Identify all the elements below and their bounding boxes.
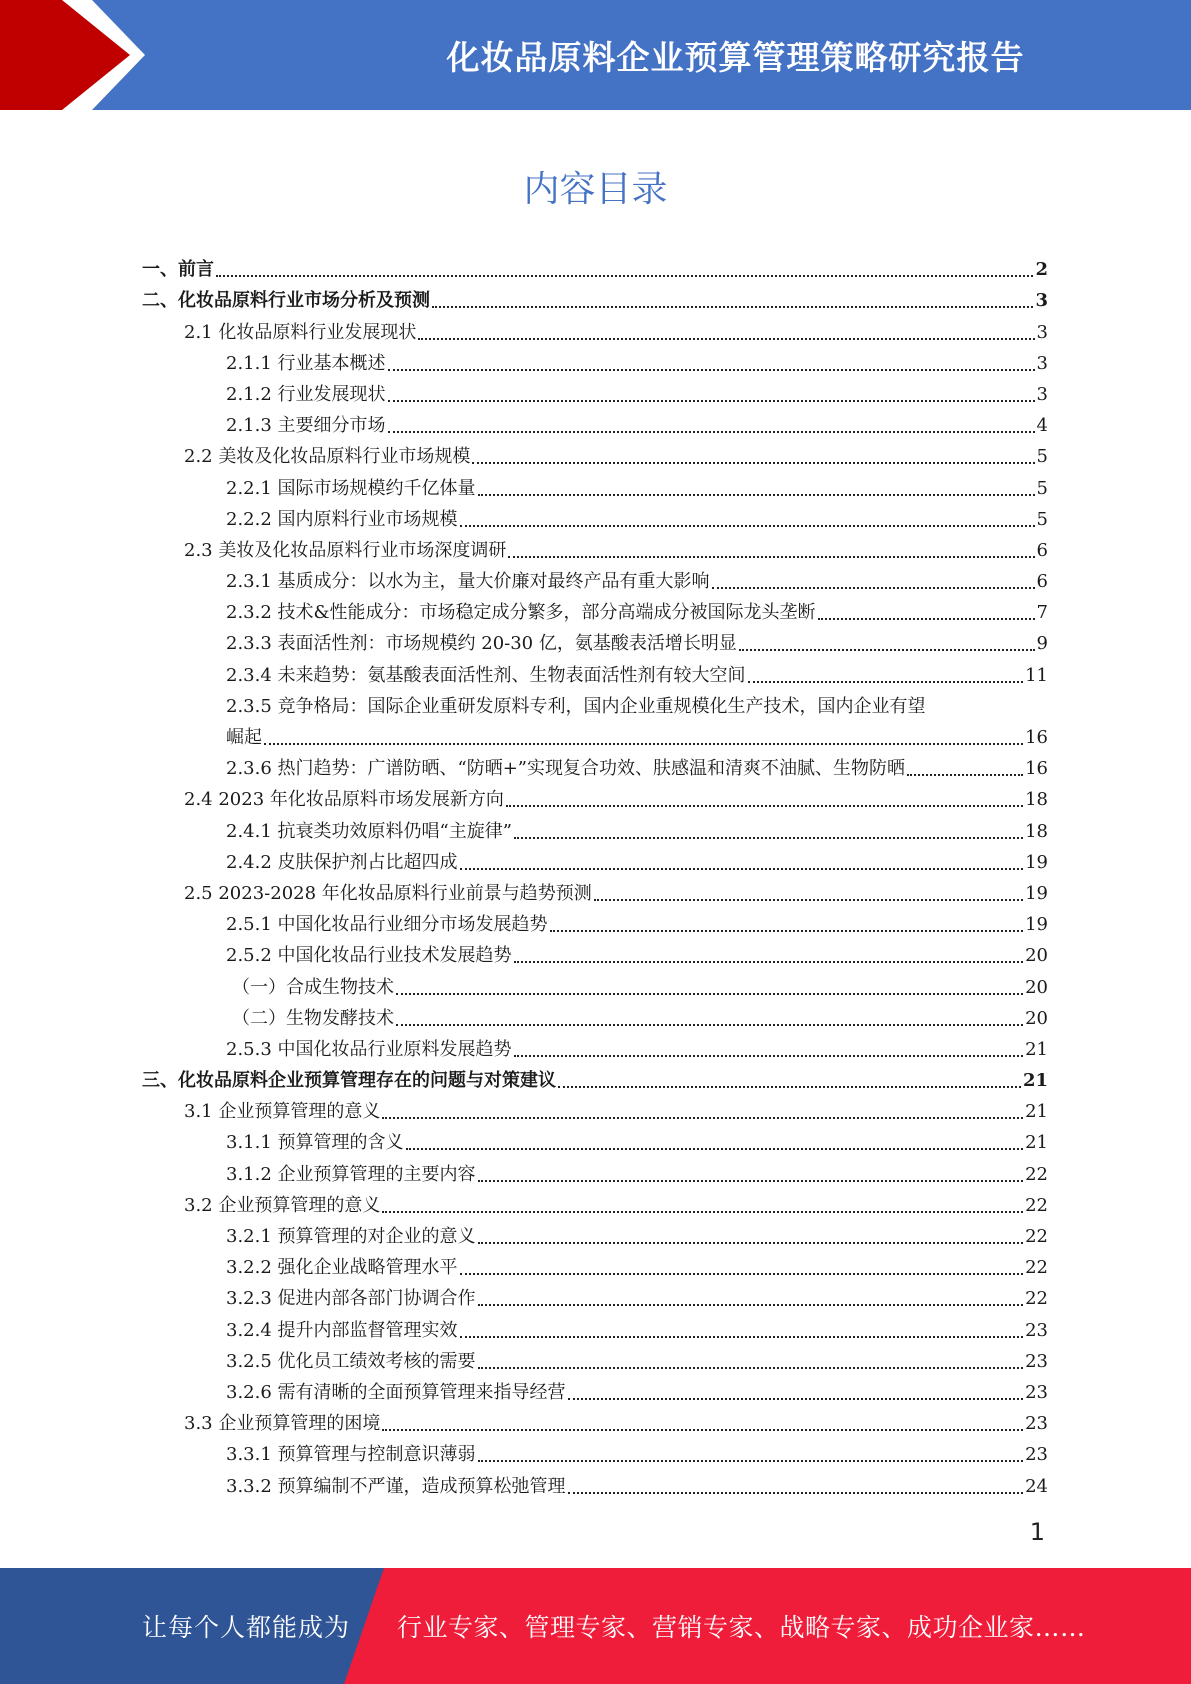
toc-entry-page: 22: [1025, 1163, 1048, 1185]
toc-entry-page: 3: [1036, 383, 1048, 405]
toc-entry-page: 22: [1025, 1194, 1048, 1216]
toc-entry-page: 21: [1025, 1038, 1048, 1060]
page-footer: [0, 1568, 1191, 1684]
toc-entry-label: 3.2.3 促进内部各部门协调合作: [226, 1288, 476, 1310]
toc-entry-page: 21: [1022, 1070, 1048, 1092]
toc-dot-leader: [264, 743, 1023, 745]
toc-entry-label: 3.2.1 预算管理的对企业的意义: [226, 1226, 476, 1247]
toc-entry[interactable]: [142, 285, 1048, 316]
toc-entry[interactable]: [142, 504, 1048, 535]
toc-entry[interactable]: [142, 1065, 1048, 1096]
toc-entry-label: 2.5 2023-2028 年化妆品原料行业前景与趋势预测: [184, 882, 592, 904]
toc-entry[interactable]: [142, 348, 1048, 379]
page-header: [0, 0, 1191, 110]
toc-entry[interactable]: [142, 566, 1048, 597]
toc-dot-leader: [818, 618, 1035, 620]
toc-entry-page: 3: [1036, 352, 1048, 374]
toc-entry-page: 23: [1025, 1381, 1048, 1403]
toc-entry[interactable]: [142, 535, 1048, 566]
toc-entry-label: 3.2.6 需有清晰的全面预算管理来指导经营: [226, 1381, 566, 1403]
toc-entry-label: 2.5.2 中国化妆品行业技术发展趋势: [226, 945, 512, 967]
toc-entry[interactable]: [142, 379, 1048, 410]
toc-entry-label: 2.1.2 行业发展现状: [226, 383, 386, 405]
toc-dot-leader: [478, 1242, 1024, 1244]
toc-dot-leader: [396, 1024, 1023, 1026]
toc-entry-page: 16: [1025, 758, 1048, 780]
toc-entry[interactable]: [142, 472, 1048, 503]
toc-entry[interactable]: [142, 597, 1048, 628]
toc-entry-page: 19: [1025, 914, 1048, 936]
toc-dot-leader: [748, 681, 1024, 683]
toc-entry-page: 22: [1025, 1226, 1048, 1247]
toc-entry[interactable]: [142, 971, 1048, 1002]
toc-entry-page: 18: [1025, 789, 1048, 811]
toc-entry-label: 2.3.2 技术&性能成分：市场稳定成分繁多，部分高端成分被国际龙头垄断: [226, 602, 816, 624]
toc-entry-label: 2.4.2 皮肤保护剂占比超四成: [226, 851, 458, 873]
toc-entry[interactable]: [142, 1127, 1048, 1158]
toc-dot-leader: [460, 1336, 1024, 1338]
toc-dot-leader: [508, 556, 1034, 558]
toc-dot-leader: [550, 930, 1024, 932]
toc-dot-leader: [478, 1180, 1024, 1182]
toc-entry-page: 2: [1035, 259, 1048, 281]
toc-entry-label: 2.4 2023 年化妆品原料市场发展新方向: [184, 789, 504, 811]
toc-entry[interactable]: [142, 722, 1048, 753]
toc-entry-page: 7: [1036, 602, 1048, 624]
toc-dot-leader: [478, 1304, 1024, 1306]
toc-entry-page: 5: [1036, 477, 1048, 499]
toc-dot-leader: [460, 1273, 1024, 1275]
toc-entry-label: 崛起: [226, 727, 262, 748]
toc-dot-leader: [907, 774, 1023, 776]
toc-entry[interactable]: [142, 878, 1048, 909]
toc-entry-page: 22: [1025, 1288, 1048, 1310]
toc-entry[interactable]: [142, 254, 1048, 285]
toc-dot-leader: [382, 1429, 1023, 1431]
toc-dot-leader: [478, 1460, 1024, 1462]
toc-entry-page: 23: [1025, 1350, 1048, 1372]
toc-dot-leader: [712, 587, 1035, 589]
toc-entry-label: 3.1.2 企业预算管理的主要内容: [226, 1163, 476, 1185]
toc-entry[interactable]: [142, 1439, 1048, 1470]
toc-entry[interactable]: [142, 1252, 1048, 1283]
toc-entry-label: 2.1.3 主要细分市场: [226, 415, 386, 437]
toc-entry-label: 2.5.1 中国化妆品行业细分市场发展趋势: [226, 914, 548, 936]
toc-entry-page: 3: [1036, 321, 1048, 343]
toc-entry-page: 5: [1036, 446, 1048, 468]
toc-entry-page: 20: [1025, 976, 1048, 998]
toc-entry[interactable]: [142, 909, 1048, 940]
toc-entry[interactable]: [142, 1096, 1048, 1127]
toc-entry-label: 3.2.2 强化企业战略管理水平: [226, 1257, 458, 1279]
toc-entry[interactable]: [142, 1470, 1048, 1501]
toc-dot-leader: [568, 1398, 1024, 1400]
toc-entry[interactable]: [142, 1283, 1048, 1314]
toc-entry-page: 20: [1025, 945, 1048, 967]
toc-dot-leader: [514, 1055, 1024, 1057]
toc-dot-leader: [388, 369, 1035, 371]
toc-dot-leader: [216, 275, 1033, 277]
toc-entry[interactable]: [142, 847, 1048, 878]
toc-entry-page: 18: [1025, 820, 1048, 842]
toc-entry-label: 3.2 企业预算管理的意义: [184, 1194, 381, 1216]
toc-entry-label: 2.2 美妆及化妆品原料行业市场规模: [184, 446, 471, 468]
toc-dot-leader: [418, 338, 1034, 340]
toc-entry-label: 2.3.4 未来趋势：氨基酸表面活性剂、生物表面活性剂有较大空间: [226, 664, 746, 686]
toc-entry[interactable]: [142, 316, 1048, 347]
toc-entry-label: 2.4.1 抗衰类功效原料仍唱“主旋律”: [226, 820, 512, 842]
toc-entry-label: 二、化妆品原料行业市场分析及预测: [142, 290, 430, 312]
toc-entry-page: 4: [1036, 415, 1048, 437]
toc-entry-label: 2.2.1 国际市场规模约千亿体量: [226, 477, 476, 499]
toc-dot-leader: [478, 494, 1035, 496]
toc-entry-label: 一、前言: [142, 259, 214, 281]
toc-entry[interactable]: [142, 815, 1048, 846]
toc-entry-label: 3.3.2 预算编制不严谨，造成预算松弛管理: [226, 1475, 566, 1497]
toc-entry-page: 23: [1025, 1444, 1048, 1466]
toc-entry-page: 19: [1025, 882, 1048, 904]
toc-entry-label: 2.3.3 表面活性剂：市场规模约 20-30 亿，氨基酸表活增长明显: [226, 633, 737, 655]
toc-entry[interactable]: [142, 940, 1048, 971]
toc-entry[interactable]: [142, 659, 1048, 690]
toc-dot-leader: [514, 837, 1023, 839]
toc-dot-leader: [388, 431, 1035, 433]
toc-dot-leader: [382, 1211, 1023, 1213]
toc-entry-label: 3.1.1 预算管理的含义: [226, 1132, 404, 1154]
toc-entry-label: 2.2.2 国内原料行业市场规模: [226, 508, 458, 530]
toc-dot-leader: [382, 1117, 1023, 1119]
toc-entry-page: 20: [1025, 1007, 1048, 1029]
toc-entry-page: 21: [1025, 1132, 1048, 1154]
toc-dot-leader: [558, 1086, 1021, 1088]
toc-entry-label: 3.3 企业预算管理的困境: [184, 1413, 381, 1435]
toc-entry[interactable]: [142, 1158, 1048, 1189]
toc-entry[interactable]: [142, 1408, 1048, 1439]
toc-entry[interactable]: [142, 1346, 1048, 1377]
toc-entry[interactable]: [142, 691, 1048, 722]
toc-entry[interactable]: [142, 441, 1048, 472]
toc-entry-label: 2.5.3 中国化妆品行业原料发展趋势: [226, 1038, 512, 1060]
toc-entry-page: 6: [1036, 539, 1048, 561]
toc-entry[interactable]: [142, 410, 1048, 441]
toc-entry[interactable]: [142, 784, 1048, 815]
toc-entry-label: 3.2.5 优化员工绩效考核的需要: [226, 1350, 476, 1372]
toc-dot-leader: [432, 306, 1033, 308]
toc-entry-page: 23: [1025, 1413, 1048, 1435]
toc-entry[interactable]: [142, 1190, 1048, 1221]
toc-entry-page: 19: [1025, 851, 1048, 873]
toc-dot-leader: [514, 961, 1024, 963]
toc-entry[interactable]: [142, 1003, 1048, 1034]
toc-entry[interactable]: [142, 1314, 1048, 1345]
toc-entry-page: 24: [1025, 1475, 1048, 1497]
toc-dot-leader: [396, 993, 1023, 995]
toc-entry-label: 3.1 企业预算管理的意义: [184, 1101, 381, 1123]
toc-entry-label: （二）生物发酵技术: [232, 1007, 394, 1029]
toc-entry[interactable]: [142, 1221, 1048, 1252]
toc-entry-page: 23: [1025, 1319, 1048, 1341]
toc-dot-leader: [506, 805, 1023, 807]
toc-entry[interactable]: [142, 1377, 1048, 1408]
toc-heading: 内容目录: [523, 169, 668, 210]
toc-entry-page: 5: [1036, 508, 1048, 530]
toc-entry-page: 6: [1036, 571, 1048, 593]
toc-dot-leader: [472, 462, 1034, 464]
toc-dot-leader: [739, 649, 1035, 651]
toc-entry[interactable]: [142, 1034, 1048, 1065]
footer-slogan-left: 让每个人都能成为: [142, 1613, 351, 1642]
toc-dot-leader: [406, 1148, 1024, 1150]
toc-entry-page: 22: [1025, 1257, 1048, 1279]
toc-entry-label: （一）合成生物技术: [232, 976, 394, 998]
toc-entry-page: 21: [1025, 1101, 1048, 1123]
toc-entry-label: 2.3.1 基质成分：以水为主，量大价廉对最终产品有重大影响: [226, 571, 710, 593]
toc-entry-label: 三、化妆品原料企业预算管理存在的问题与对策建议: [142, 1070, 556, 1092]
toc-dot-leader: [460, 868, 1024, 870]
page-number: 1: [1029, 1518, 1045, 1546]
toc-dot-leader: [388, 400, 1035, 402]
toc-entry-label: 2.1.1 行业基本概述: [226, 352, 386, 374]
toc-entry-label: 2.3.6 热门趋势：广谱防晒、“防晒+”实现复合功效、肤感温和清爽不油腻、生物防晒: [226, 758, 906, 780]
footer-slogan-right: 行业专家、管理专家、营销专家、战略专家、成功企业家……: [397, 1613, 1086, 1642]
toc-entry-label: 3.3.1 预算管理与控制意识薄弱: [226, 1444, 476, 1466]
toc-dot-leader: [478, 1367, 1024, 1369]
toc-entry[interactable]: [142, 628, 1048, 659]
toc-entry-label: 3.2.4 提升内部监督管理实效: [226, 1319, 458, 1341]
toc-entry-page: 9: [1036, 633, 1048, 655]
toc-dot-leader: [594, 899, 1023, 901]
toc-entry-label: 2.1 化妆品原料行业发展现状: [184, 321, 417, 343]
toc-dot-leader: [568, 1492, 1024, 1494]
toc-dot-leader: [460, 525, 1035, 527]
table-of-contents: [142, 254, 1048, 1502]
toc-entry-page: 16: [1025, 727, 1048, 748]
toc-entry-page: 3: [1035, 290, 1048, 312]
toc-entry-label: 2.3.5 竞争格局：国际企业重研发原料专利，国内企业重规模化生产技术，国内企业有望: [226, 695, 926, 717]
toc-entry[interactable]: [142, 753, 1048, 784]
report-title: 化妆品原料企业预算管理策略研究报告: [446, 37, 1025, 77]
toc-entry-label: 2.3 美妆及化妆品原料行业市场深度调研: [184, 539, 507, 561]
toc-entry-page: 11: [1025, 664, 1048, 686]
